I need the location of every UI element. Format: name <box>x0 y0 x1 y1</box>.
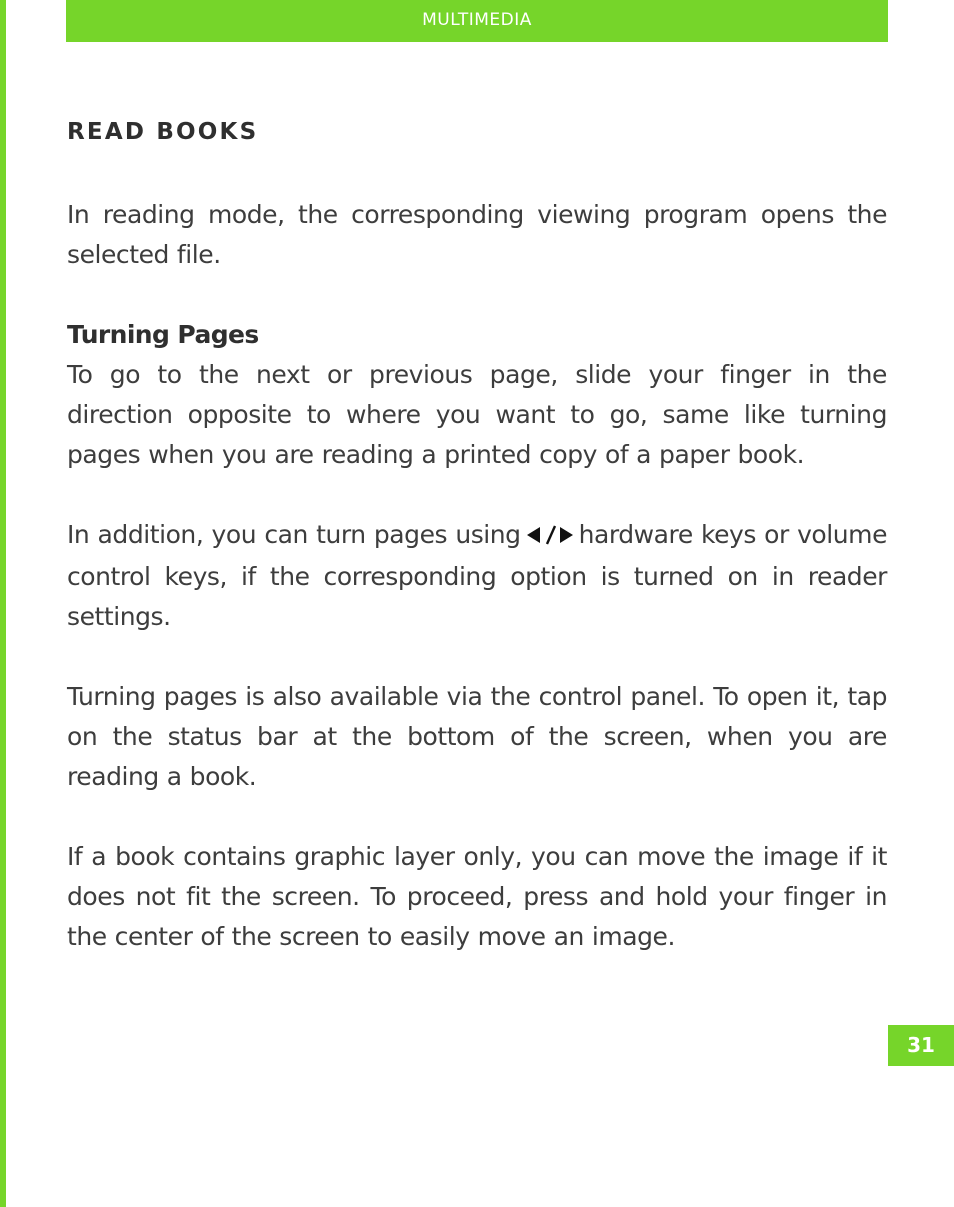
page-number: 31 <box>907 1033 935 1057</box>
intro-paragraph: In reading mode, the corresponding viewing program opens the selected file. <box>67 200 887 269</box>
page-title: READ BOOKS <box>67 119 259 145</box>
paragraph-hardware-keys-rest: hardware keys or volume control keys, if the corresponding option is turned on in reader settings. <box>67 520 887 631</box>
paragraph-swipe: To go to the next or previous page, slide your finger in the direction opposite to where you want to go, same like turning pages when you are reading a printed copy of a paper book. <box>67 360 887 469</box>
page-content <box>67 112 887 957</box>
left-accent-stripe <box>0 0 6 1207</box>
paragraph-control-panel: Turning pages is also available via the control panel. To open it, tap on the status bar at the bottom of the screen, when you are reading a book. <box>67 682 887 791</box>
subheading-turning-pages: Turning Pages <box>67 320 259 349</box>
section-label: MULTIMEDIA <box>422 10 532 30</box>
section-header-bar <box>66 0 888 42</box>
paragraph-hardware-keys-lead: In addition, you can turn pages using <box>67 520 521 549</box>
paragraph-graphic-layer: If a book contains graphic layer only, you can move the image if it does not fit the screen. To proceed, press and hold your finger in the center of the screen to easily move an image. <box>67 842 887 951</box>
prev-next-keys-icon <box>525 517 575 557</box>
paragraph-hardware-keys <box>67 515 887 637</box>
page-number-badge <box>888 1025 954 1066</box>
